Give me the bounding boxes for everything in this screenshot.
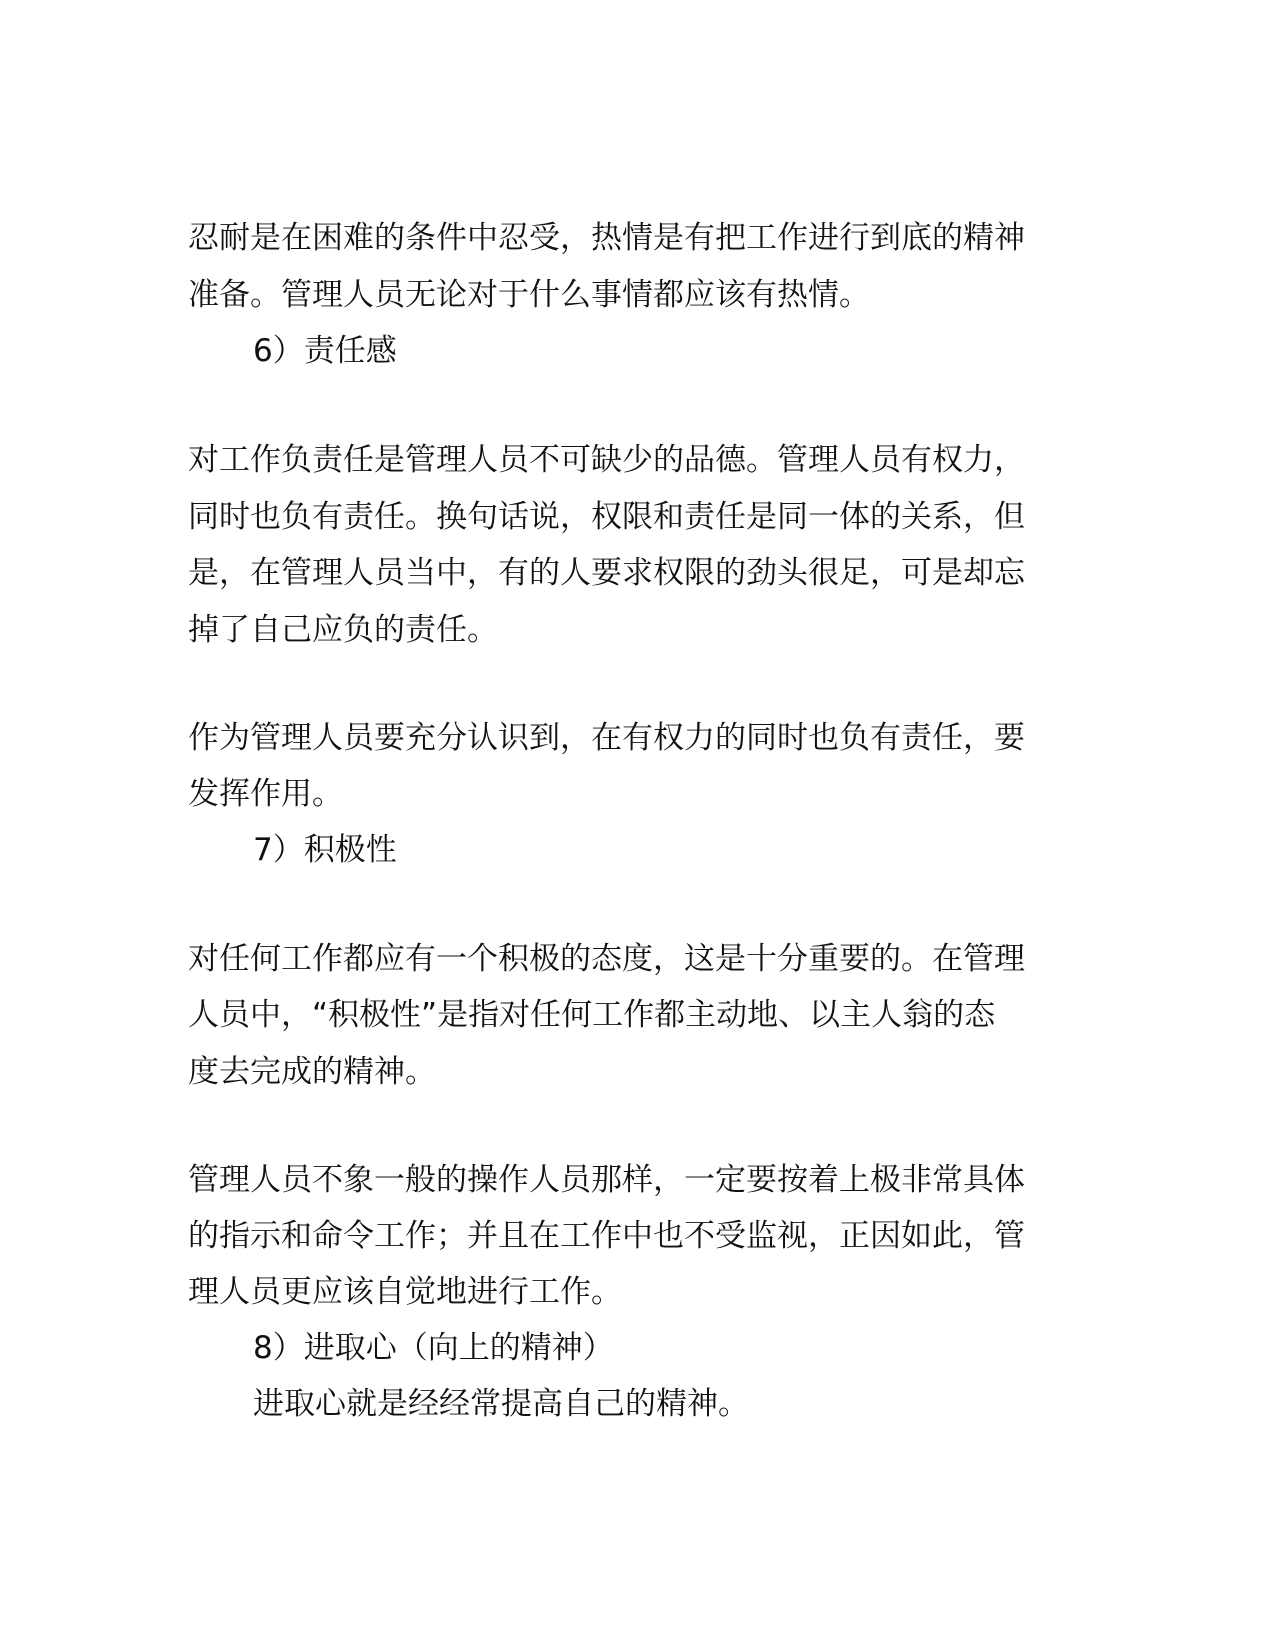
paragraph-line: 理人员更应该自觉地进行工作。 [188, 1274, 622, 1310]
paragraph-line: 是，在管理人员当中，有的人要求权限的劲头很足，可是却忘 [188, 555, 1025, 591]
section-heading-6: 6）责任感 [253, 333, 397, 369]
paragraph-line: 掉了自己应负的责任。 [188, 612, 498, 648]
paragraph-line: 发挥作用。 [188, 776, 343, 812]
paragraph-line: 的指示和命令工作；并且在工作中也不受监视，正因如此，管 [188, 1218, 1025, 1254]
paragraph-line: 人员中，“积极性”是指对任何工作都主动地、以主人翁的态 [188, 997, 996, 1033]
paragraph-line: 进取心就是经经常提高自己的精神。 [253, 1386, 749, 1422]
paragraph-line: 作为管理人员要充分认识到，在有权力的同时也负有责任，要 [188, 720, 1025, 756]
paragraph-line: 准备。管理人员无论对于什么事情都应该有热情。 [188, 277, 870, 313]
paragraph-line: 同时也负有责任。换句话说，权限和责任是同一体的关系，但 [188, 499, 1025, 535]
paragraph-line: 忍耐是在困难的条件中忍受，热情是有把工作进行到底的精神 [188, 220, 1025, 256]
paragraph-line: 度去完成的精神。 [188, 1054, 436, 1090]
paragraph-line: 管理人员不象一般的操作人员那样，一定要按着上极非常具体 [188, 1162, 1025, 1198]
paragraph-line: 对任何工作都应有一个积极的态度，这是十分重要的。在管理 [188, 941, 1025, 977]
section-heading-7: 7）积极性 [253, 832, 397, 868]
paragraph-line: 对工作负责任是管理人员不可缺少的品德。管理人员有权力， [188, 442, 1025, 478]
section-heading-8: 8）进取心（向上的精神） [253, 1330, 614, 1366]
